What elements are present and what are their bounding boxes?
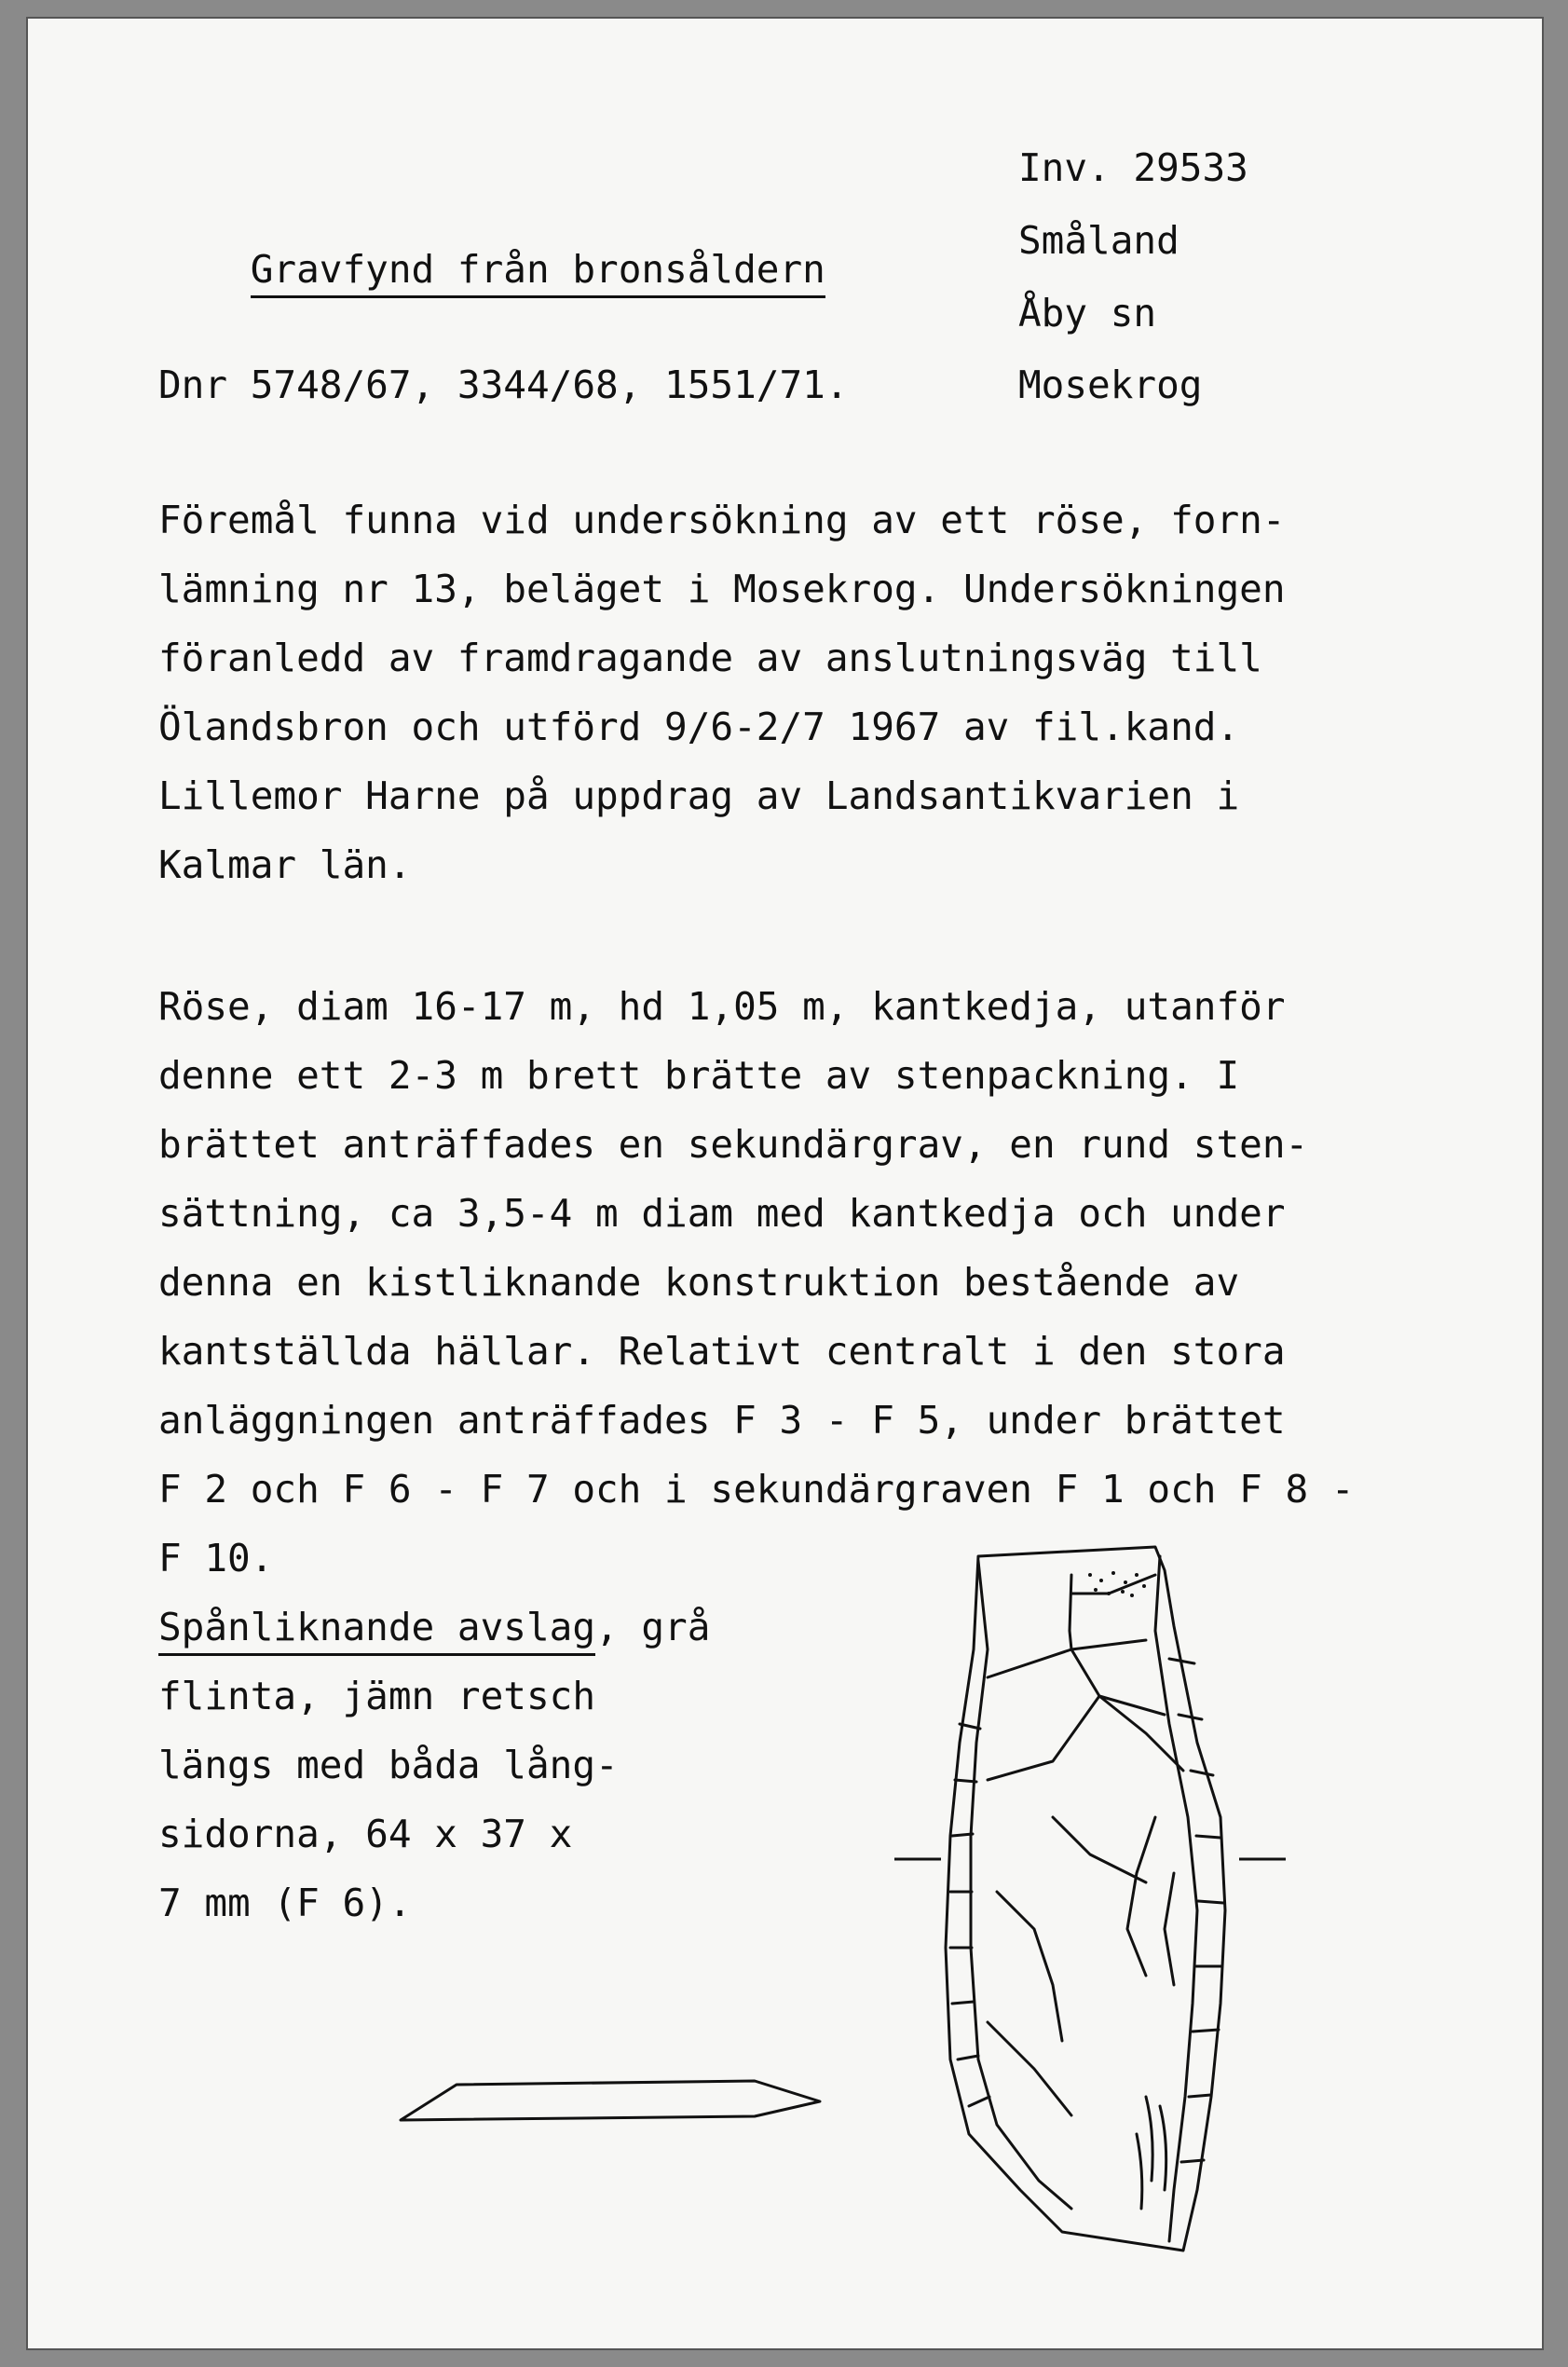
- paragraph-line: anläggningen anträffades F 3 - F 5, under brättet: [158, 1398, 1286, 1443]
- paragraph-line: kantställda hällar. Relativt centralt i den stora: [158, 1329, 1286, 1374]
- province: Småland: [1018, 218, 1179, 263]
- paragraph-line: Kalmar län.: [158, 842, 412, 887]
- dnr-line: Dnr 5748/67, 3344/68, 1551/71.: [158, 363, 849, 407]
- flint-flake-drawing: [848, 1538, 1407, 2264]
- item-line: sidorna, 64 x 37 x: [158, 1812, 573, 1856]
- paragraph-line: denne ett 2-3 m brett brätte av stenpackning. I: [158, 1053, 1240, 1098]
- paragraph-line: föranledd av framdragande av anslutningsväg till: [158, 636, 1262, 680]
- paragraph-line: lämning nr 13, beläget i Mosekrog. Undersökningen: [158, 567, 1286, 611]
- paragraph-line: F 2 och F 6 - F 7 och i sekundärgraven F 1 och F 8 -: [158, 1467, 1355, 1512]
- card-title-text: Gravfynd från bronsåldern: [251, 247, 825, 298]
- paragraph-line: F 10.: [158, 1536, 274, 1580]
- inventory-number: Inv. 29533: [1018, 145, 1248, 190]
- item-line: flinta, jämn retsch: [158, 1674, 595, 1718]
- card-title: [158, 212, 825, 327]
- item-line: 7 mm (F 6).: [158, 1881, 412, 1925]
- paragraph-line: Föremål funna vid undersökning av ett röse, forn-: [158, 498, 1286, 542]
- flint-flake-profile-drawing: [382, 2064, 829, 2139]
- item-name: Spånliknande avslag: [158, 1605, 595, 1656]
- paragraph-line: Lillemor Harne på uppdrag av Landsantikvarien i: [158, 773, 1240, 818]
- paragraph-line: sättning, ca 3,5-4 m diam med kantkedja och under: [158, 1191, 1286, 1236]
- paragraph-line: Ölandsbron och utförd 9/6-2/7 1967 av fil.kand.: [158, 705, 1240, 749]
- paragraph-line: brättet anträffades en sekundärgrav, en rund sten-: [158, 1122, 1309, 1167]
- item-heading-line: [158, 1605, 711, 1649]
- paragraph-line: Röse, diam 16-17 m, hd 1,05 m, kantkedja, utanför: [158, 984, 1286, 1029]
- item-heading-rest: , grå: [595, 1605, 711, 1649]
- paragraph-line: denna en kistliknande konstruktion bestående av: [158, 1260, 1240, 1305]
- parish: Åby sn: [1018, 291, 1157, 335]
- site-name: Mosekrog: [1018, 363, 1203, 407]
- catalog-card: [28, 19, 1542, 2348]
- item-line: längs med båda lång-: [158, 1743, 619, 1787]
